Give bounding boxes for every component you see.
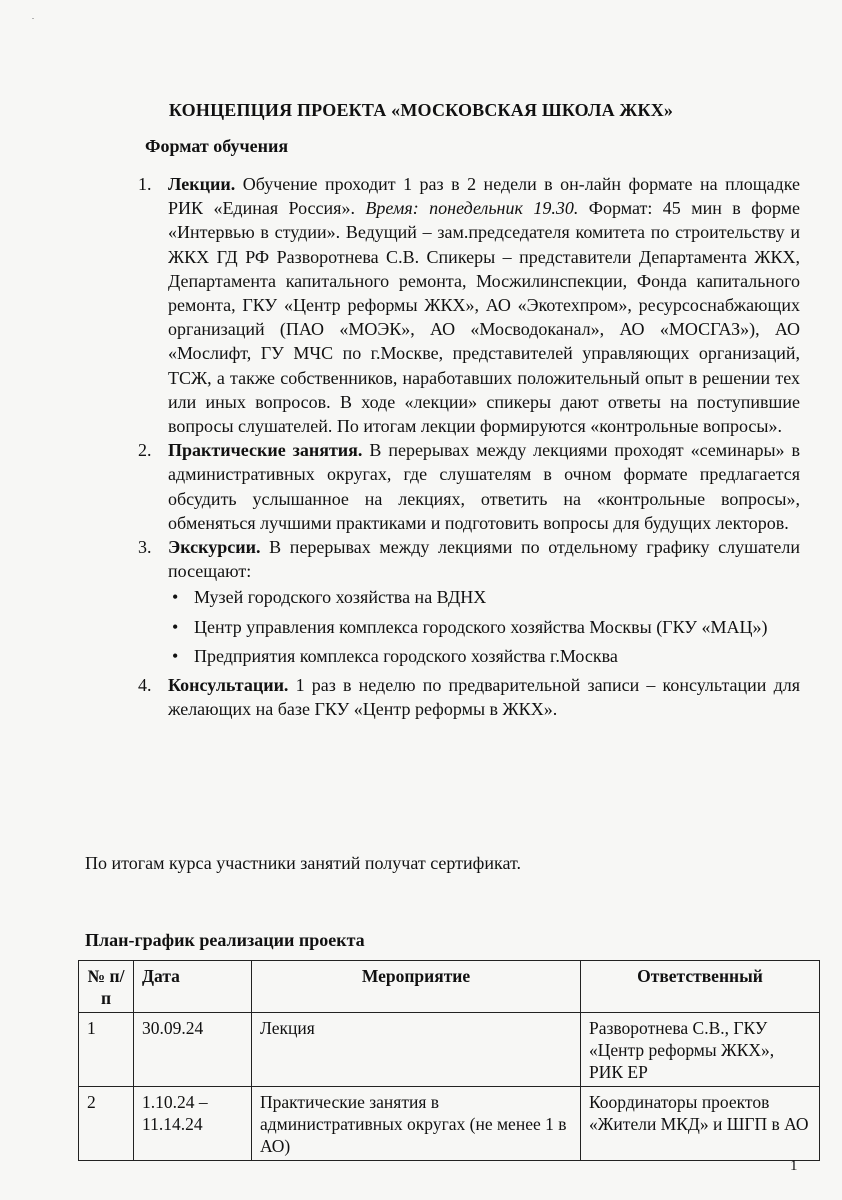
excursion-list <box>168 585 800 668</box>
item-lead: Консультации. <box>168 675 289 696</box>
document-title: КОНЦЕПЦИЯ ПРОЕКТА «МОСКОВСКАЯ ШКОЛА ЖКХ» <box>168 100 674 120</box>
bullet-item <box>168 615 800 639</box>
list-item-lectures <box>138 172 800 438</box>
list-item-practice <box>138 438 800 535</box>
cell-event: Лекция <box>252 1013 581 1087</box>
cell-number: 2 <box>79 1087 134 1161</box>
header-number: № п/п <box>79 961 134 1013</box>
format-heading: Формат обучения <box>145 136 289 156</box>
summary-text: По итогам курса участники занятий получат сертификат. <box>85 853 521 873</box>
header-responsible: Ответственный <box>581 961 820 1013</box>
table-row <box>79 1013 820 1087</box>
table-header-row <box>79 961 820 1013</box>
item-text: Обучение проходит 1 раз в 2 недели в он-лайн формате на площадке РИК «Единая Россия». <box>168 174 800 219</box>
item-text: В перерывах между лекциями проходят «семинары» в административных округах, где слушателям в очном формате предлагается обсудить услышанное на лекциях, ответить на «контрольные вопросы», обменяться лучшими практиками и подготовить вопросы для будущих лекторов. <box>168 440 800 533</box>
plan-table <box>78 960 820 1161</box>
cell-number: 1 <box>79 1013 134 1087</box>
list-number: 4. <box>138 675 152 696</box>
cell-date: 30.09.24 <box>134 1013 252 1087</box>
item-text: 1 раз в неделю по предварительной записи – консультации для желающих на базе ГКУ «Центр реформы в ЖКХ». <box>168 675 800 720</box>
list-number: 1. <box>138 174 152 194</box>
bullet-text: Центр управления комплекса городского хозяйства Москвы (ГКУ «МАЦ») <box>194 616 768 637</box>
list-number: 3. <box>138 537 152 558</box>
cell-date: 1.10.24 – 11.14.24 <box>134 1087 252 1161</box>
item-text: Формат: 45 мин в форме «Интервью в студии». Ведущий – зам.председателя комитета по строительству и ЖКХ ГД РФ Разворотнева С.В. Спикеры – представители Департамента ЖКХ, Департамента капитального ремонта, Мосжилинспекции, Фонда капитального ремонта, ГКУ «Центр реформы ЖКХ», АО «Экотехпром», ресурсоснабжающих организаций (ПАО «МОЭК», АО «Мосводоканал», АО «МОСГАЗ»), АО «Мослифт, ГУ МЧС по г.Москве, представителей управляющих организаций, ТСЖ, а также собственников, наработавших положительный опыт в решении тех или иных вопросов. В ходе «лекции» спикеры дают ответы на поступившие вопросы слушателей. По итогам лекции формируются «контрольные вопросы». <box>168 198 800 437</box>
bullet-icon: • <box>172 587 179 608</box>
table-row <box>79 1087 820 1161</box>
cell-event: Практические занятия в административных округах (не менее 1 в АО) <box>252 1087 581 1161</box>
bullet-icon: • <box>172 616 179 637</box>
item-text: В перерывах между лекциями по отдельному графику слушатели посещают: <box>168 537 800 582</box>
header-event: Мероприятие <box>252 961 581 1013</box>
list-item-consultations <box>138 673 800 721</box>
list-item-excursions <box>138 535 800 668</box>
bullet-item <box>168 644 800 668</box>
cell-responsible: Координаторы проектов «Жители МКД» и ШГП в АО <box>581 1087 820 1161</box>
item-emphasis: Время: понедельник 19.30. <box>365 198 579 219</box>
item-lead: Экскурсии. <box>168 537 261 558</box>
item-lead: Лекции. <box>168 174 236 194</box>
bullet-item <box>168 585 800 609</box>
page-number: 1 <box>790 1158 798 1174</box>
list-number: 2. <box>138 440 152 461</box>
format-list <box>138 172 800 721</box>
plan-title: План-график реализации проекта <box>85 930 365 950</box>
scan-speck: . <box>32 12 34 21</box>
bullet-text: Предприятия комплекса городского хозяйства г.Москва <box>194 645 618 666</box>
header-date: Дата <box>134 961 252 1013</box>
item-lead: Практические занятия. <box>168 440 363 461</box>
bullet-text: Музей городского хозяйства на ВДНХ <box>194 587 487 608</box>
cell-responsible: Разворотнева С.В., ГКУ «Центр реформы ЖКХ», РИК ЕР <box>581 1013 820 1087</box>
bullet-icon: • <box>172 645 179 666</box>
